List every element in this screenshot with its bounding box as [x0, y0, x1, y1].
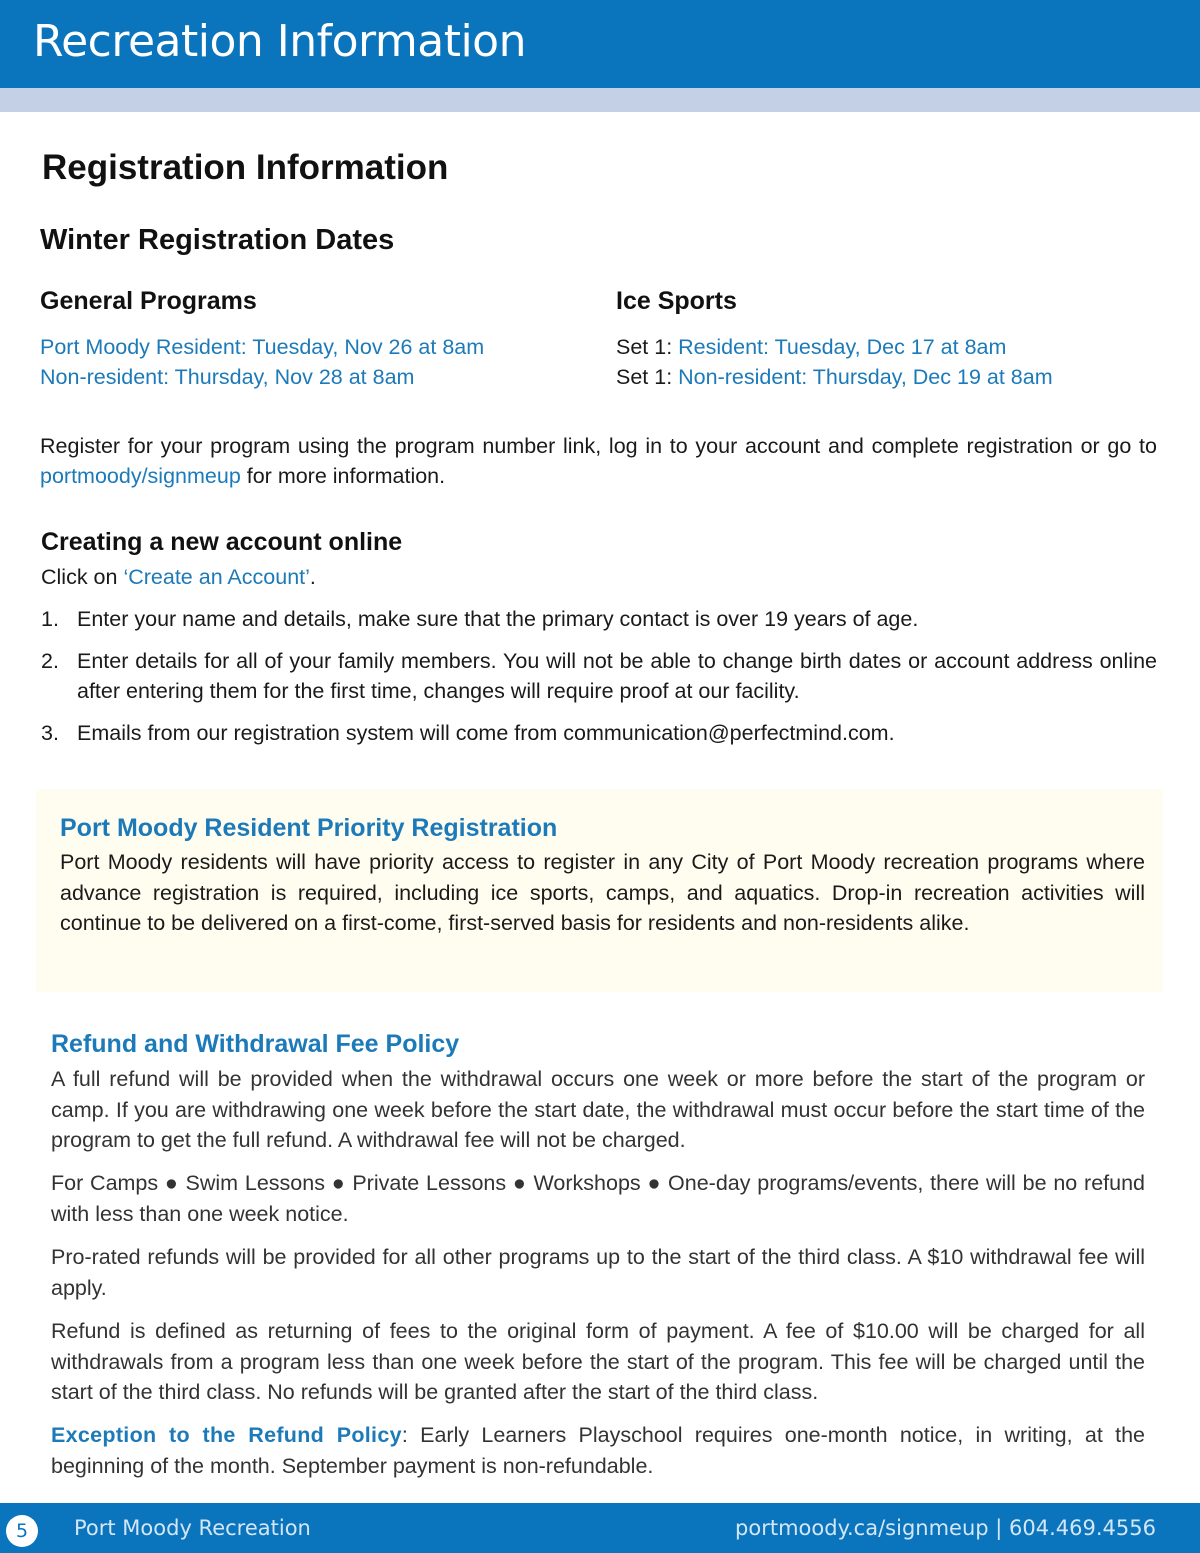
- step-number: 3.: [41, 721, 59, 745]
- create-account-link[interactable]: ‘Create an Account’: [123, 565, 310, 589]
- ice-nonresident-date: Non-resident: Thursday, Dec 19 at 8am: [678, 365, 1053, 389]
- priority-body: Port Moody residents will have priority access to register in any City of Port Moody recreation programs where advance registration is required, including ice sports, camps, and aquatics. Drop-in recreation activities will continue to be delivered on a first-come, first-served basis for residents and non-residents alike.: [60, 850, 1145, 935]
- exception-label: Exception to the Refund Policy: [51, 1423, 402, 1447]
- ice-resident-date: Resident: Tuesday, Dec 17 at 8am: [678, 335, 1007, 359]
- page-number: 5: [6, 1515, 38, 1547]
- refund-paragraph: Pro-rated refunds will be provided for all other programs up to the start of the third class. A $10 withdrawal fee will apply.: [51, 1245, 1145, 1300]
- step-number: 2.: [41, 649, 59, 673]
- ice-set-label: Set 1:: [616, 365, 679, 389]
- priority-heading: Port Moody Resident Priority Registration: [60, 814, 558, 842]
- footer-brand: Port Moody Recreation: [74, 1516, 311, 1540]
- list-item: [41, 718, 1157, 748]
- step-text: Emails from our registration system will come from communication@perfectmind.com.: [77, 721, 895, 745]
- refund-heading: Refund and Withdrawal Fee Policy: [51, 1030, 460, 1058]
- list-item: [41, 604, 1157, 634]
- register-text: Register for your program using the program number link, log in to your account and complete registration or go to: [40, 434, 1157, 458]
- step-text: Enter details for all of your family members. You will not be able to change birth dates or account address online after entering them for the first time, changes will require proof at our facility.: [77, 649, 1157, 703]
- priority-registration-box: [36, 789, 1163, 992]
- footer-contact: portmoody.ca/signmeup | 604.469.4556: [735, 1516, 1156, 1540]
- register-text-end: for more information.: [240, 464, 446, 488]
- header-strip: [0, 88, 1200, 112]
- step-number: 1.: [41, 607, 59, 631]
- ice-set-label: Set 1:: [616, 335, 679, 359]
- refund-paragraph: For Camps ● Swim Lessons ● Private Lessons ● Workshops ● One-day programs/events, there will be no refund with less than one week notice.: [51, 1171, 1145, 1226]
- header-banner: [0, 0, 1200, 88]
- refund-paragraph: Refund is defined as returning of fees to the original form of payment. A fee of $10.00 will be charged for all withdrawals from a program less than one week before the start of the program. This fee will be charged until the start of the third class. No refunds will be granted after the start of the third class.: [51, 1319, 1145, 1404]
- winter-dates-heading: Winter Registration Dates: [40, 224, 395, 256]
- account-steps-list: [41, 604, 1157, 760]
- ice-resident-line: [616, 332, 1006, 362]
- banner-title: Recreation Information: [33, 16, 526, 67]
- ice-nonresident-line: [616, 362, 1053, 392]
- signmeup-link[interactable]: portmoody/signmeup: [40, 464, 241, 488]
- refund-exception: [51, 1420, 1145, 1481]
- exception-text: : Early Learners Playschool requires one-month notice, in writing, at the beginning of the month. September payment is non-refundable.: [51, 1423, 1146, 1478]
- footer-bar: [0, 1503, 1200, 1553]
- new-account-intro: [41, 562, 1157, 592]
- list-item: [41, 646, 1157, 706]
- general-programs-heading: General Programs: [40, 287, 257, 315]
- step-text: Enter your name and details, make sure that the primary contact is over 19 years of age.: [77, 607, 919, 631]
- general-resident-date: Port Moody Resident: Tuesday, Nov 26 at 8am: [40, 335, 485, 359]
- ice-sports-heading: Ice Sports: [616, 287, 737, 315]
- refund-paragraph: A full refund will be provided when the withdrawal occurs one week or more before the start of the program or camp. If you are withdrawing one week before the start date, the withdrawal must occur before the start time of the program to get the full refund. A withdrawal fee will not be charged.: [51, 1067, 1145, 1152]
- register-instructions: [40, 431, 1157, 491]
- intro-text: Click on: [41, 565, 124, 589]
- page-title: Registration Information: [42, 148, 449, 187]
- general-nonresident-date: Non-resident: Thursday, Nov 28 at 8am: [40, 365, 415, 389]
- new-account-heading: Creating a new account online: [41, 528, 403, 556]
- intro-period: .: [309, 565, 316, 589]
